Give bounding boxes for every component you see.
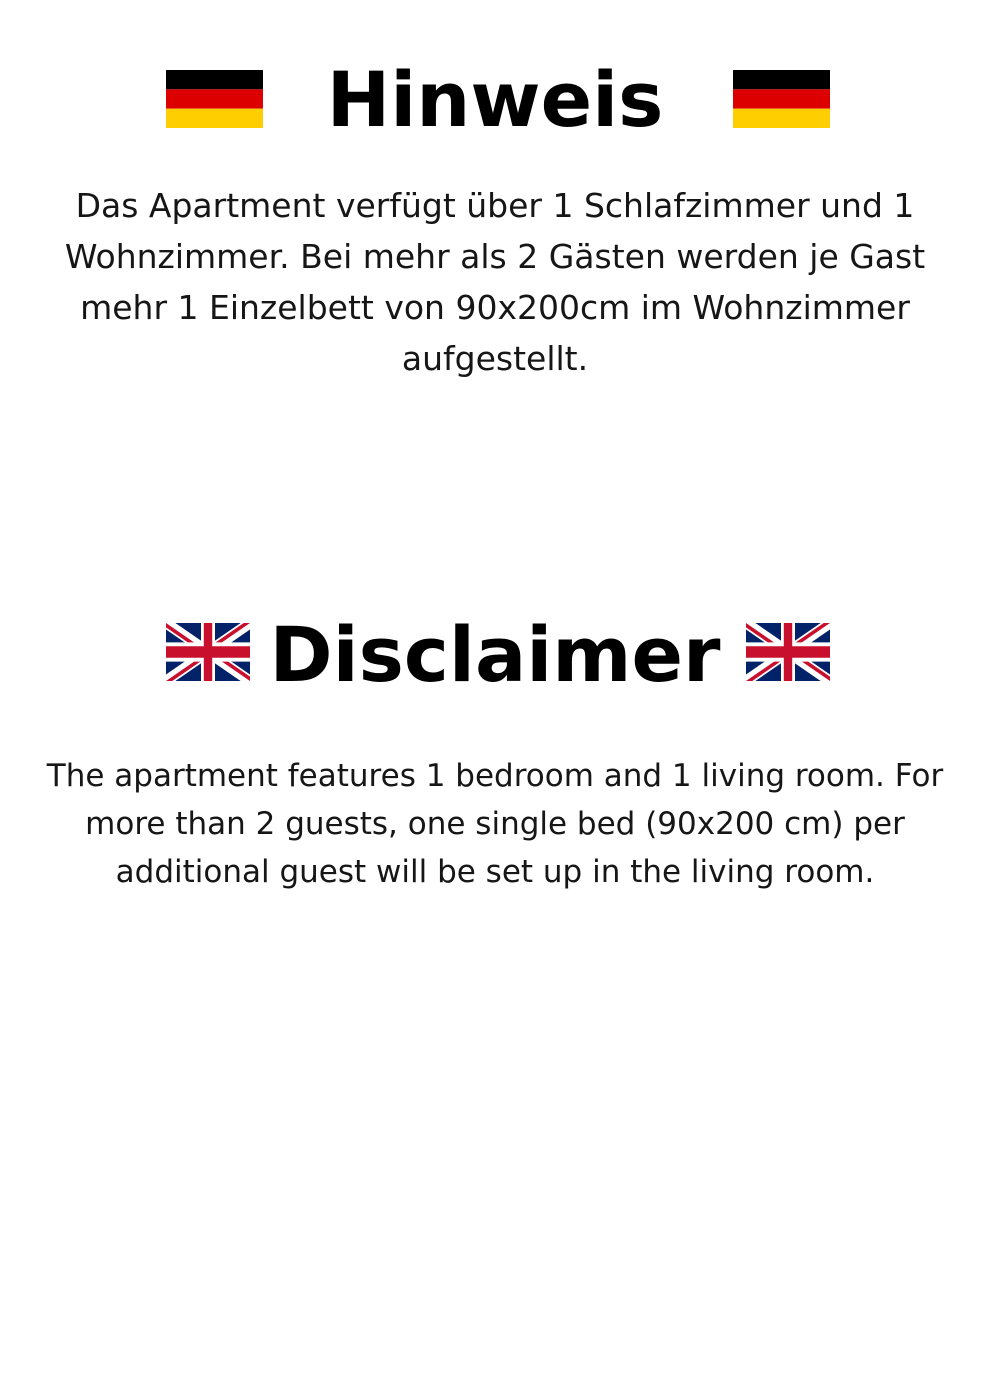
english-heading: Disclaimer xyxy=(269,610,721,699)
german-heading-row xyxy=(0,55,990,144)
uk-flag-icon-right xyxy=(746,623,830,681)
german-heading: Hinweis xyxy=(326,55,664,144)
english-paragraph: The apartment features 1 bedroom and 1 living room. For more than 2 guests, one single bed (90x200 cm) per additional guest will be set up in the living room. xyxy=(46,758,944,890)
german-paragraph: Das Apartment verfügt über 1 Schlafzimmer und 1 Wohnzimmer. Bei mehr als 2 Gästen werden je Gast mehr 1 Einzelbett von 90x200cm im Wohnzimmer aufgestellt. xyxy=(64,186,926,378)
germany-flag-icon-right xyxy=(733,70,830,128)
english-heading-row xyxy=(0,610,990,699)
